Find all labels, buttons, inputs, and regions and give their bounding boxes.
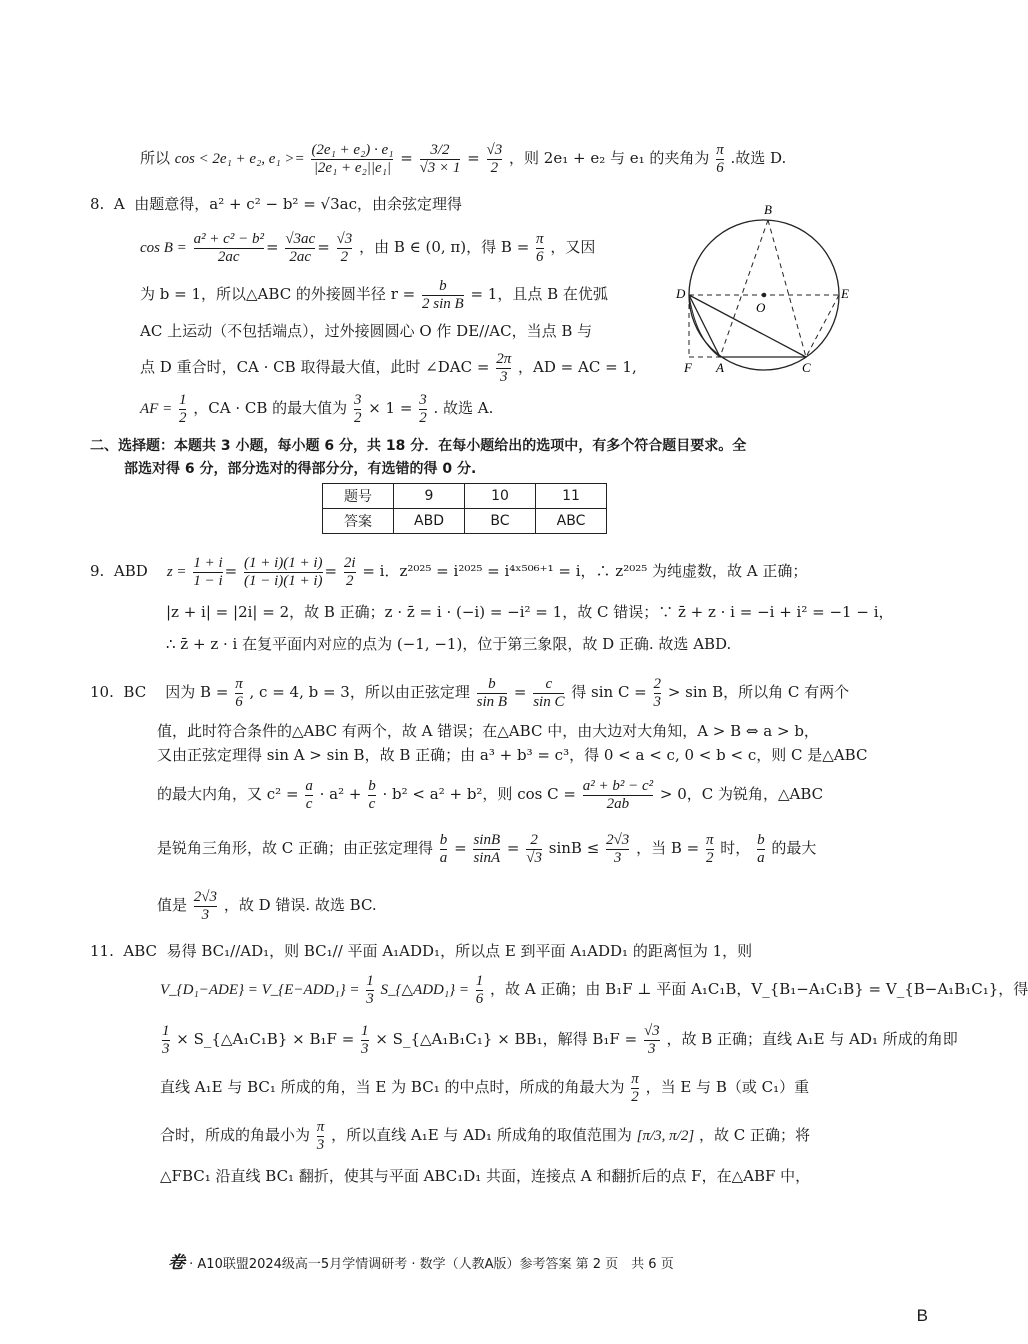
q10-line-5: 是锐角三角形，故 C 正确；由正弦定理得 $\frac{b}{a}$ = $\frac{\sin B}{\sin A}$ = $\frac{2}{√3}$ sinB ≤ $\frac{2√3}{3}$ ，当 B = $\frac{\pi}{2}$ 时， $\frac{b}{a}$ 的最大 [157,831,817,866]
logo: 卷 [168,1253,185,1273]
answer-table [322,483,607,534]
fraction: $\frac{\pi}{3}$ [316,1118,325,1153]
footer-text: · A10联盟2024级高一5月学情调研考 · 数学（人教A版）参考答案 第 2 页 共 6 页 [189,1257,674,1272]
fraction: $\frac{b}{a}$ [757,831,765,866]
fraction: $\frac{3}{2}$ [353,391,362,426]
table-cell: 10 [465,484,536,509]
table-row [323,484,607,509]
line-ec [806,295,839,357]
q9-line-1: 9. ABD z = $\frac{1 + i}{1 - i}$ = $\frac{(1 + i)(1 + i)}{(1 - i)(1 + i)}$ = $\frac{2i}{2}$ = i．z²⁰²⁵ = i²⁰²⁵ = i⁴ˣ⁵⁰⁶⁺¹ = i，∴ z²⁰²⁵ 为纯虚数，故 A 正确； [90,554,808,589]
fraction: $\frac{b}{c}$ [368,777,376,812]
table-cell: ABC [536,509,607,534]
corner-mark: B [916,1306,928,1325]
fraction: $\frac{\sin B}{\sin A}$ [473,831,501,866]
label-b: B [764,202,772,217]
fraction: $\frac{\pi}{6}$ [536,230,544,265]
q11-line-3: $\frac{1}{3}$ × S_{△A₁C₁B} × B₁F = $\frac{1}{3}$ × S_{△A₁B₁C₁} × BB₁，解得 B₁F = $\frac{√3}{3}$ ，故 B 正确；直线 A₁E 与 AD₁ 所成的角即 [162,1022,958,1057]
fraction: $\frac{√3}{3}$ [643,1022,660,1057]
center-point [762,293,767,298]
q10-line-1: 10. BC 因为 B = $\frac{\pi}{6}$ , c = 4, b = 3，所以由正弦定理 $\frac{b}{\text{sin B}}$ = $\frac{c}{\text{sin C}}$ 得 sin C = $\frac{2}{3}$ > sin B，所以角 C 有两个 [90,675,850,710]
fraction: $\frac{2\pi}{3}$ [496,350,512,385]
label-d: D [676,286,686,301]
fraction: $\frac{b}{\text{sin B}}$ [476,675,508,710]
text: ，则 2e₁ + e₂ 与 e₁ 的夹角为 [509,149,710,167]
math-expr: cos < 2e₁ + e₂, e₁ >= [174,151,305,167]
section-heading-2: 部选对得 6 分，部分选对的得部分分，有选错的得 0 分. [124,461,477,477]
section-heading: 二、选择题：本题共 3 小题，每小题 6 分，共 18 分．在每小题给出的选项中，有多个符合题目要求。全 [90,438,747,454]
table-cell: 11 [536,484,607,509]
table-row [323,509,607,534]
q10-line-4: 的最大内角，又 c² = $\frac{a}{c}$ · a² + $\frac{b}{c}$ · b² < a² + b²，则 cos C = $\frac{\text{a² + b² − c²}}{2ab}$ > 0，C 为锐角，△ABC [157,777,824,812]
fraction: $\frac{1}{6}$ [475,972,484,1007]
q11-line-5: 合时，所成的角最小为 $\frac{\pi}{3}$ ，所以直线 A₁E 与 AD₁ 所成角的取值范围为 [π/3, π/2] ，故 C 正确；将 [160,1118,810,1153]
label-a: A [716,360,724,375]
line-dc [689,295,806,357]
fraction: $\frac{2√3}{3}$ [606,831,630,866]
q8-line-2: cos B = $\frac{\text{a² + c² − b²}}{2ac}$ = $\frac{√3ac}{2ac}$ = $\frac{√3}{2}$ ，由 B ∈ (0, π)，得 B = $\frac{\pi}{6}$ ，又因 [140,230,596,265]
text: .故选 D. [730,149,787,167]
line-ba [720,220,768,357]
line-da [689,295,720,357]
label-f: F [684,360,692,375]
fraction: $\frac{\text{a² + b² − c²}}{2ab}$ [582,777,654,812]
fraction: $\frac{2}{3}$ [653,675,662,710]
q11-line-1: 11. ABC 易得 BC₁//AD₁，则 BC₁// 平面 A₁ADD₁，所以点 E 到平面 A₁ADD₁ 的距离恒为 1，则 [90,942,753,960]
page-footer [168,1248,674,1273]
q7-line: 所以 cos < 2e₁ + e₂, e₁ >= $\frac{\text{(2e₁ + e₂) · e₁}}{\text{|2e₁ + e₂||e₁|}}$ = $\frac{3/2}{√3 \times 1}$ = $\frac{√3}{2}$ ，则 2e₁ + e₂ 与 e₁ 的夹角为 $\frac{\pi}{6}$ .故选 D. [140,141,787,176]
line-bc [768,220,806,357]
q9-line-3: ∴ z̄ + z · i 在复平面内对应的点为 (−1, −1)，位于第三象限，故 D 正确. 故选 ABD. [166,635,732,653]
fraction: $\frac{2√3}{3}$ [193,888,218,923]
fraction: $\frac{a}{c}$ [305,777,313,812]
q8-line-4: AC 上运动（不包括端点），过外接圆圆心 O 作 DE//AC，当点 B 与 [140,322,593,340]
fraction: $\frac{(1 + i)(1 + i)}{(1 - i)(1 + i)}$ [243,554,323,589]
table-cell: 9 [394,484,465,509]
table-cell: ABD [394,509,465,534]
fraction: $\frac{√3ac}{2ac}$ [285,230,316,265]
q8-line-1: 8. A 由题意得，a² + c² − b² = √3ac，由余弦定理得 [90,195,462,213]
label-c: C [802,360,811,375]
table-cell: BC [465,509,536,534]
label-o: O [756,300,766,315]
q9-line-2: |z + i| = |2i| = 2，故 B 正确；z · z̄ = i · (−i) = −i² = 1，故 C 错误；∵ z̄ + z · i = −i + i² = −1 − i， [166,603,894,621]
q11-line-2: V_{D₁−ADE} = V_{E−ADD₁} = $\frac{1}{3}$ S_{△ADD₁} = $\frac{1}{6}$ ，故 A 正确；由 B₁F ⊥ 平面 A₁C₁B，V_{B₁−A₁C₁B} = V_{B−A₁B₁C₁}，得 [160,972,1028,1007]
fraction: $\frac{1}{3}$ [366,972,374,1007]
fraction: $\frac{\pi}{2}$ [631,1070,639,1105]
text: 所以 [140,149,171,167]
label-e: E [841,286,849,301]
fraction: $\frac{3/2}{√3 \times 1}$ [419,141,461,176]
fraction: $\frac{2}{√3}$ [526,831,542,866]
fraction: $\frac{√3}{2}$ [486,141,503,176]
fraction: $\frac{\pi}{2}$ [706,831,714,866]
q10-line-6: 值是 $\frac{2√3}{3}$ ，故 D 错误. 故选 BC. [157,888,377,923]
q10-line-3: 又由正弦定理得 sin A > sin B，故 B 正确；由 a³ + b³ = c³，得 0 < a < c, 0 < b < c，则 C 是△ABC [157,746,868,764]
q10-line-2: 值，此时符合条件的△ABC 有两个，故 A 错误；在△ABC 中，由大边对大角知，A > B ⇔ a > b， [157,722,819,740]
fraction: $\frac{2i}{2}$ [343,554,356,589]
fraction: $\frac{1 + i}{1 - i}$ [193,554,223,589]
table-cell: 答案 [323,509,394,534]
fraction: $\frac{3}{2}$ [419,391,427,426]
q8-line-5: 点 D 重合时，CA · CB 取得最大值，此时 ∠DAC = $\frac{2\pi}{3}$ ，AD = AC = 1, [140,350,637,385]
fraction: $\frac{c}{\text{sin C}}$ [533,675,565,710]
fraction: $\frac{√3}{2}$ [336,230,353,265]
q11-line-6: △FBC₁ 沿直线 BC₁ 翻折，使其与平面 ABC₁D₁ 共面，连接点 A 和翻折后的点 F，在△ABF 中， [160,1167,811,1185]
circle-figure [674,200,864,380]
table-cell: 题号 [323,484,394,509]
fraction: $\frac{1}{3}$ [361,1022,369,1057]
fraction: $\frac{\pi}{6}$ [716,141,724,176]
q8-line-6: AF = $\frac{1}{2}$ ，CA · CB 的最大值为 $\frac{3}{2}$ × 1 = $\frac{3}{2}$ . 故选 A. [140,391,494,426]
fraction: $\frac{\text{(2e₁ + e₂) · e₁}}{\text{|2e₁ + e₂||e₁|}}$ [311,141,394,176]
q8-line-3: 为 b = 1，所以△ABC 的外接圆半径 r = $\frac{b}{\text{2 sin B}}$ = 1，且点 B 在优弧 [140,277,608,312]
fraction: $\frac{\text{a² + c² − b²}}{2ac}$ [193,230,264,265]
fraction: $\frac{1}{2}$ [178,391,187,426]
fraction: $\frac{b}{\text{2 sin B}}$ [422,277,464,312]
fraction: $\frac{b}{a}$ [439,831,448,866]
fraction: $\frac{\pi}{6}$ [235,675,243,710]
q11-line-4: 直线 A₁E 与 BC₁ 所成的角，当 E 为 BC₁ 的中点时，所成的角最大为 $\frac{\pi}{2}$ ，当 E 与 B（或 C₁）重 [160,1070,810,1105]
fraction: $\frac{1}{3}$ [162,1022,170,1057]
